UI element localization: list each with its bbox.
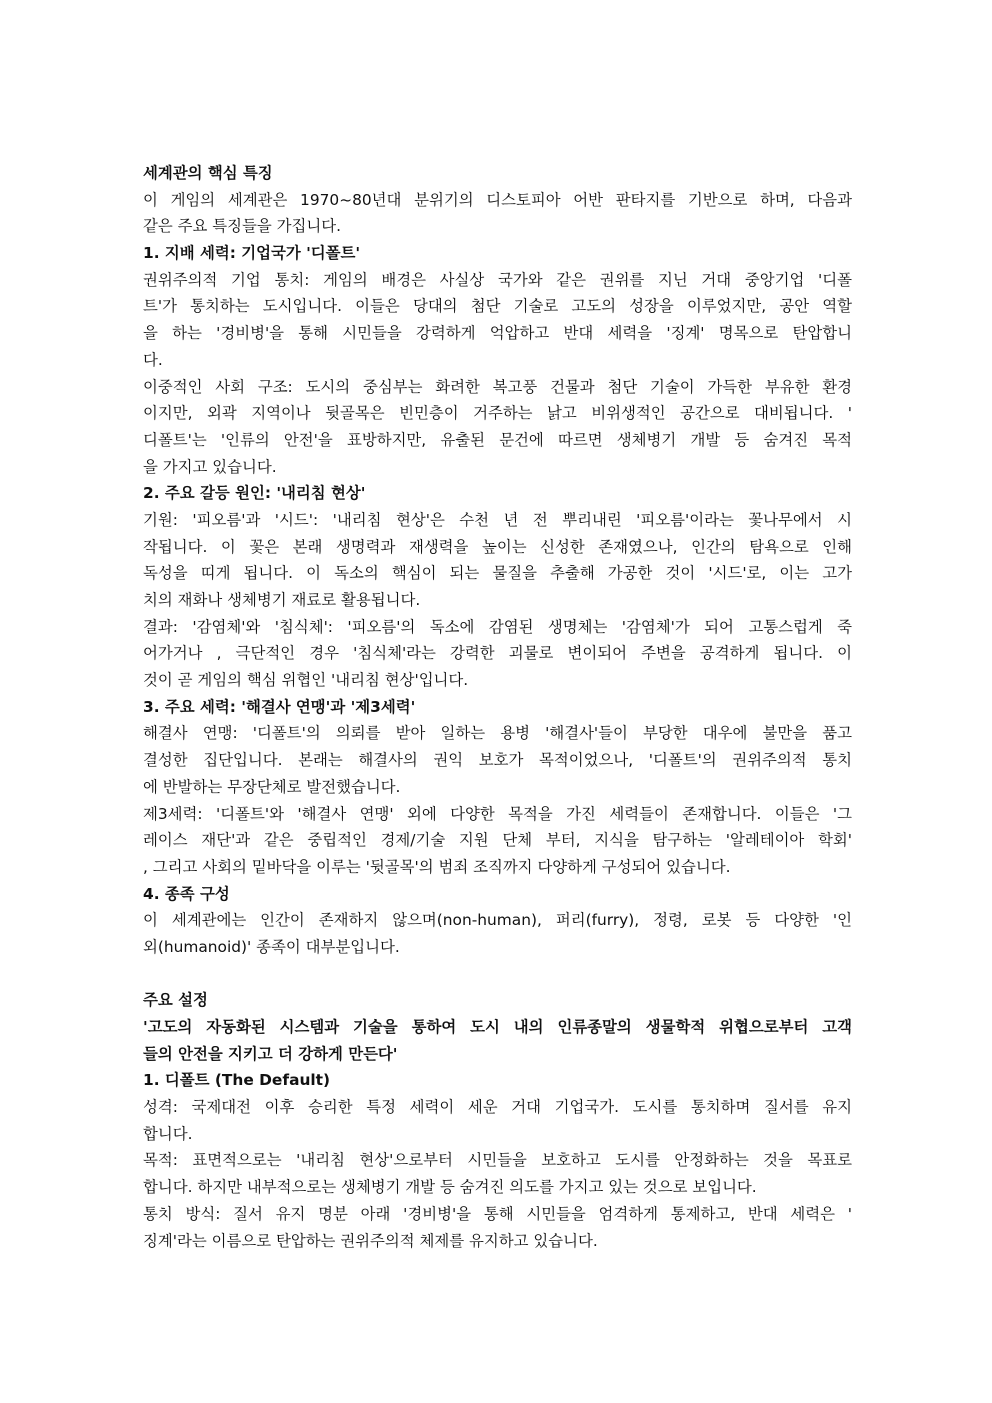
text-line: 트'가 통치하는 도시입니다. 이들은 당대의 첨단 기술로 고도의 성장을 이루었지만, 공안 역할 [143,297,852,316]
text-line: '고도의 자동화된 시스템과 기술을 통하여 도시 내의 인류종말의 생물학적 위협으로부터 고객 [143,1018,852,1036]
section-heading-main-settings: 주요 설정 [143,991,208,1010]
text-line: 을 가지고 있습니다. [143,457,277,476]
subheading-conflict: 2. 주요 갈등 원인: '내리침 현상' [143,484,366,503]
text-line: 을 하는 '경비병'을 통해 시민들을 강력하게 억압하고 반대 세력을 '징계' 명목으로 탄압합니 [143,324,852,343]
paragraph-corporate-rule [143,267,852,374]
text-line: 외(humanoid)' 종족이 대부분입니다. [143,937,400,956]
text-line: 이 세계관에는 인간이 존재하지 않으며(non-human), 퍼리(furry), 정령, 로봇 등 다양한 '인 [143,911,852,930]
paragraph-social-structure [143,374,852,481]
text-line: 어가거나 , 극단적인 경우 '침식체'라는 강력한 괴물로 변이되어 주변을 공격하게 됩니다. 이 [143,644,852,663]
paragraph-governance [143,1201,852,1254]
text-line: 결과: '감염체'와 '침식체': '피오름'의 독소에 감염된 생명체는 '감염체'가 되어 고통스럽게 죽 [143,617,852,636]
text-line: 것이 곧 게임의 핵심 위협인 '내리침 현상'입니다. [143,671,469,690]
paragraph-third-force [143,801,852,881]
text-line: 결성한 집단입니다. 본래는 해결사의 권익 보호가 목적이었으나, '디폴트'의 권위주의적 통치 [143,751,852,770]
document-page [143,160,852,1254]
text-line: 이 게임의 세계관은 1970~80년대 분위기의 디스토피아 어반 판타지를 기반으로 하며, 다음과 [143,190,852,209]
paragraph-purpose [143,1147,852,1200]
subheading-species: 4. 종족 구성 [143,884,230,903]
paragraph-solver-union [143,720,852,800]
text-line: 합니다. [143,1124,193,1143]
text-line: 합니다. 하지만 내부적으로는 생체병기 개발 등 숨겨진 의도를 가지고 있는 것으로 보입니다. [143,1178,757,1197]
text-line: , 그리고 사회의 밑바닥을 이루는 '뒷골목'의 범죄 조직까지 다양하게 구성되어 있습니다. [143,857,731,876]
text-line: 제3세력: '디폴트'와 '해결사 연맹' 외에 다양한 목적을 가진 세력들이 존재합니다. 이들은 '그 [143,804,852,823]
blank-line [143,961,852,988]
text-line: 같은 주요 특징들을 가집니다. [143,217,341,236]
text-line: 이지만, 외곽 지역이나 뒷골목은 빈민층이 거주하는 낡고 비위생적인 공간으로 대비됩니다. ' [143,404,852,423]
text-line: 징계'라는 이름으로 탄압하는 권위주의적 체제를 유지하고 있습니다. [143,1231,598,1250]
text-line: 들의 안전을 지키고 더 강하게 만든다' [143,1044,398,1063]
text-line: 해결사 연맹: '디폴트'의 의뢰를 받아 일하는 용병 '해결사'들이 부당한 대우에 불만을 품고 [143,724,852,743]
text-line: 작됩니다. 이 꽃은 본래 생명력과 재생력을 높이는 신성한 존재였으나, 인간의 탐욕으로 인해 [143,537,852,556]
text-line: 디폴트'는 '인류의 안전'을 표방하지만, 유출된 문건에 따르면 생체병기 개발 등 숨겨진 목적 [143,430,852,449]
paragraph-species [143,907,852,960]
intro-paragraph [143,187,852,240]
text-line: 에 반발하는 무장단체로 발전했습니다. [143,777,401,796]
text-line: 치의 재화나 생체병기 재료로 활용됩니다. [143,591,421,609]
paragraph-origin [143,507,852,614]
text-line: 성격: 국제대전 이후 승리한 특정 세력이 세운 거대 기업국가. 도시를 통치하며 질서를 유지 [143,1098,852,1117]
subheading-factions: 3. 주요 세력: '해결사 연맹'과 '제3세력' [143,697,416,716]
paragraph-nature [143,1094,852,1147]
motto-quote [143,1014,852,1067]
text-line: 이중적인 사회 구조: 도시의 중심부는 화려한 복고풍 건물과 첨단 기술이 가득한 부유한 환경 [143,377,852,396]
subheading-default: 1. 디폴트 (The Default) [143,1071,331,1090]
text-line: 레이스 재단'과 같은 중립적인 경제/기술 지원 단체 부터, 지식을 탐구하는 '알레테이아 학회' [143,831,852,850]
section-heading-worldview: 세계관의 핵심 특징 [143,164,273,182]
text-line: 기원: '피오름'과 '시드': '내리침 현상'은 수천 년 전 뿌리내린 '피오름'이라는 꽃나무에서 시 [143,510,852,529]
subheading-ruling-power: 1. 지배 세력: 기업국가 '디폴트' [143,244,361,263]
paragraph-result [143,614,852,694]
text-line: 목적: 표면적으로는 '내리침 현상'으로부터 시민들을 보호하고 도시를 안정화하는 것을 목표로 [143,1151,852,1170]
text-line: 권위주의적 기업 통치: 게임의 배경은 사실상 국가와 같은 권위를 지닌 거대 중앙기업 '디폴 [143,270,852,289]
text-line: 다. [143,350,163,369]
text-line: 독성을 띠게 됩니다. 이 독소의 핵심이 되는 물질을 추출해 가공한 것이 '시드'로, 이는 고가 [143,564,852,583]
text-line: 통치 방식: 질서 유지 명분 아래 '경비병'을 통해 시민들을 엄격하게 통제하고, 반대 세력은 ' [143,1204,852,1223]
